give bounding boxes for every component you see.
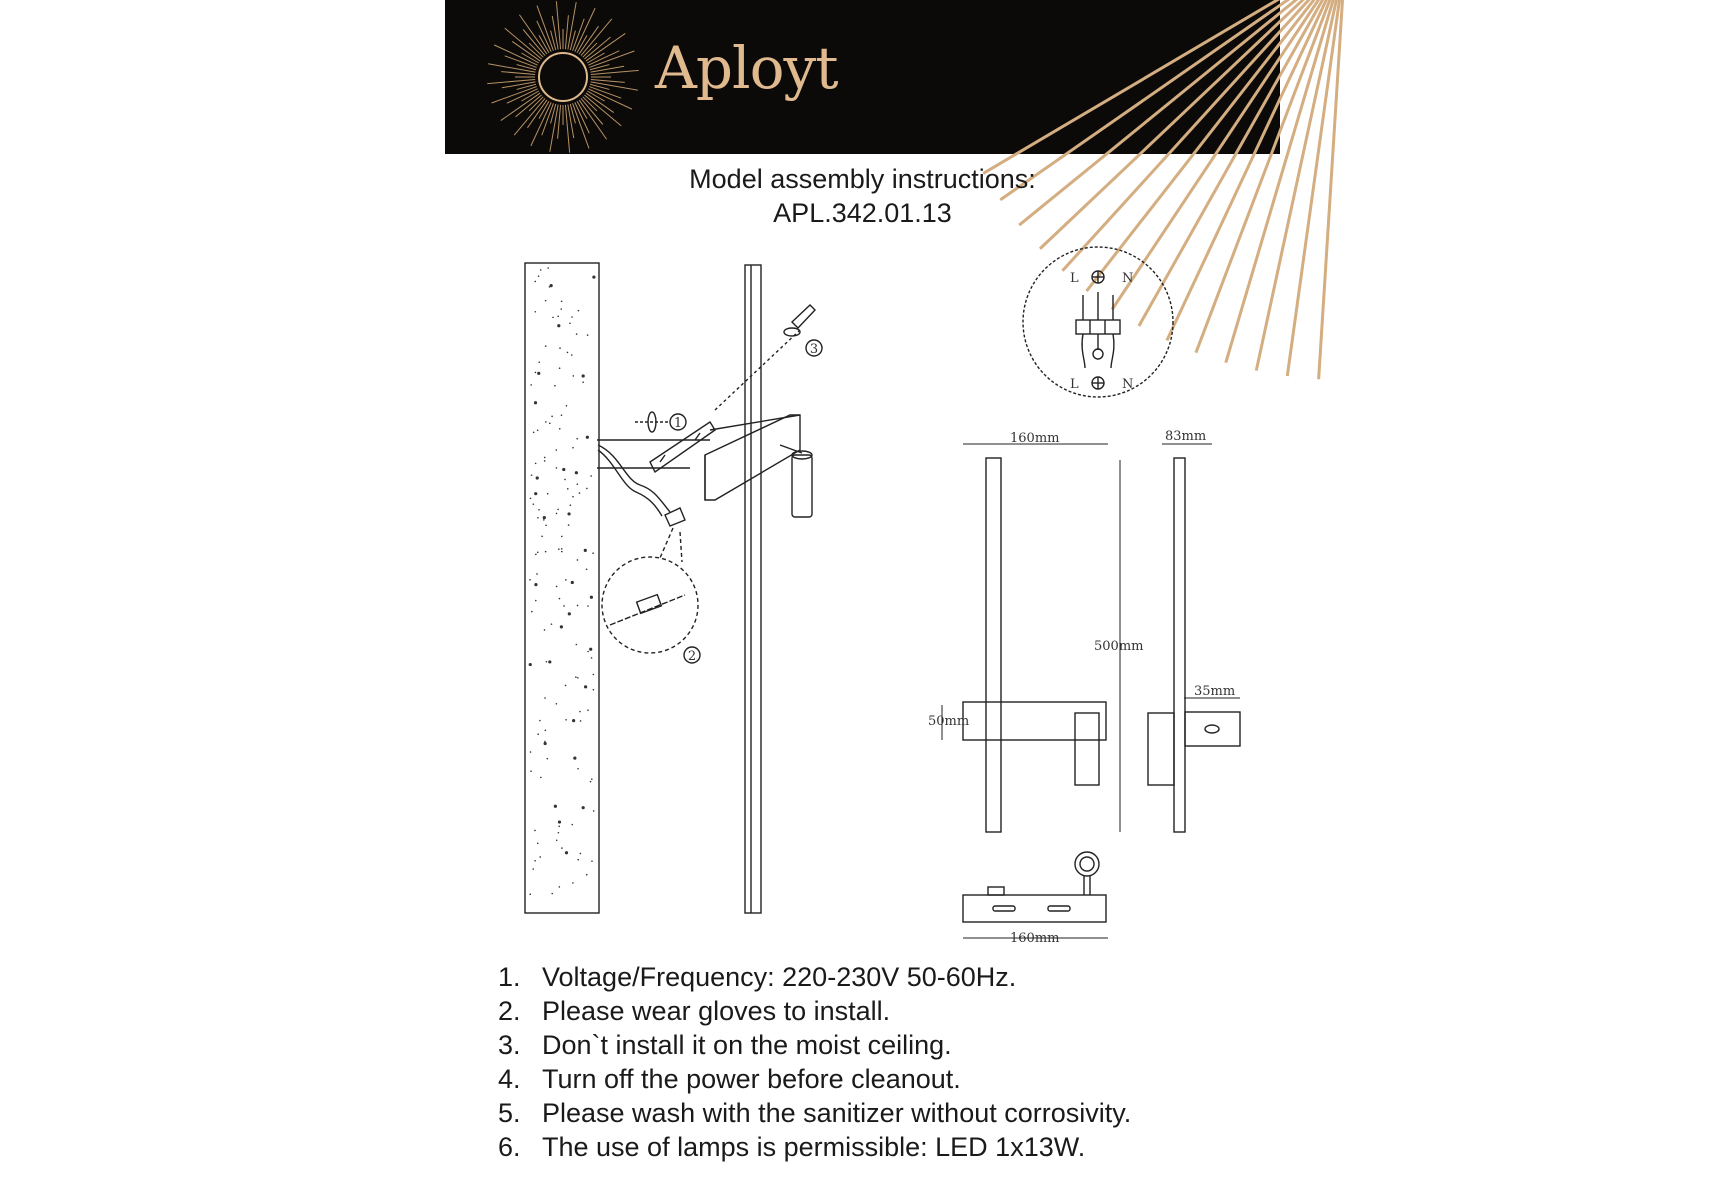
connector-detail <box>602 528 698 653</box>
svg-text:L: L <box>1070 271 1079 286</box>
mounting-bracket <box>597 422 715 526</box>
step-marker-3 <box>806 340 822 357</box>
wiring-diagram <box>1023 247 1173 397</box>
svg-text:1: 1 <box>673 416 683 431</box>
instruction-list <box>498 960 1131 1164</box>
wall-section <box>525 263 599 913</box>
svg-text:L: L <box>1070 377 1079 392</box>
svg-text:3: 3 <box>809 342 819 357</box>
list-item: 3. Don`t install it on the moist ceiling. <box>498 1030 952 1060</box>
step-marker-2 <box>684 647 700 664</box>
brand-logo: Aployt <box>655 34 838 102</box>
list-item: 2. Please wear gloves to install. <box>498 996 891 1026</box>
svg-text:160mm: 160mm <box>1010 431 1060 446</box>
step-marker-1 <box>635 412 686 432</box>
svg-text:N: N <box>1122 377 1134 392</box>
svg-text:160mm: 160mm <box>1010 931 1060 946</box>
svg-text:35mm: 35mm <box>1194 684 1236 699</box>
assembly-diagram <box>510 250 1236 950</box>
svg-text:83mm: 83mm <box>1165 429 1207 444</box>
svg-text:500mm: 500mm <box>1094 639 1144 654</box>
lamp-assembly <box>705 265 815 913</box>
svg-text:50mm: 50mm <box>928 714 970 729</box>
page-title: Model assembly instructions: <box>689 164 1036 194</box>
side-view <box>1148 429 1240 832</box>
svg-text:N: N <box>1122 271 1134 286</box>
list-item: 1. Voltage/Frequency: 220-230V 50-60Hz. <box>498 962 1017 992</box>
sunburst-graphic <box>445 0 1280 154</box>
list-item: 4. Turn off the power before cleanout. <box>498 1064 961 1094</box>
svg-text:2: 2 <box>687 649 697 664</box>
list-item: 5. Please wash with the sanitizer without corrosivity. <box>498 1098 1132 1128</box>
list-item: 6. The use of lamps is permissible: LED 1x13W. <box>498 1132 1086 1162</box>
top-view <box>963 852 1108 946</box>
front-view <box>928 431 1143 832</box>
model-number: APL.342.01.13 <box>773 198 952 228</box>
brand-banner <box>445 0 1280 154</box>
